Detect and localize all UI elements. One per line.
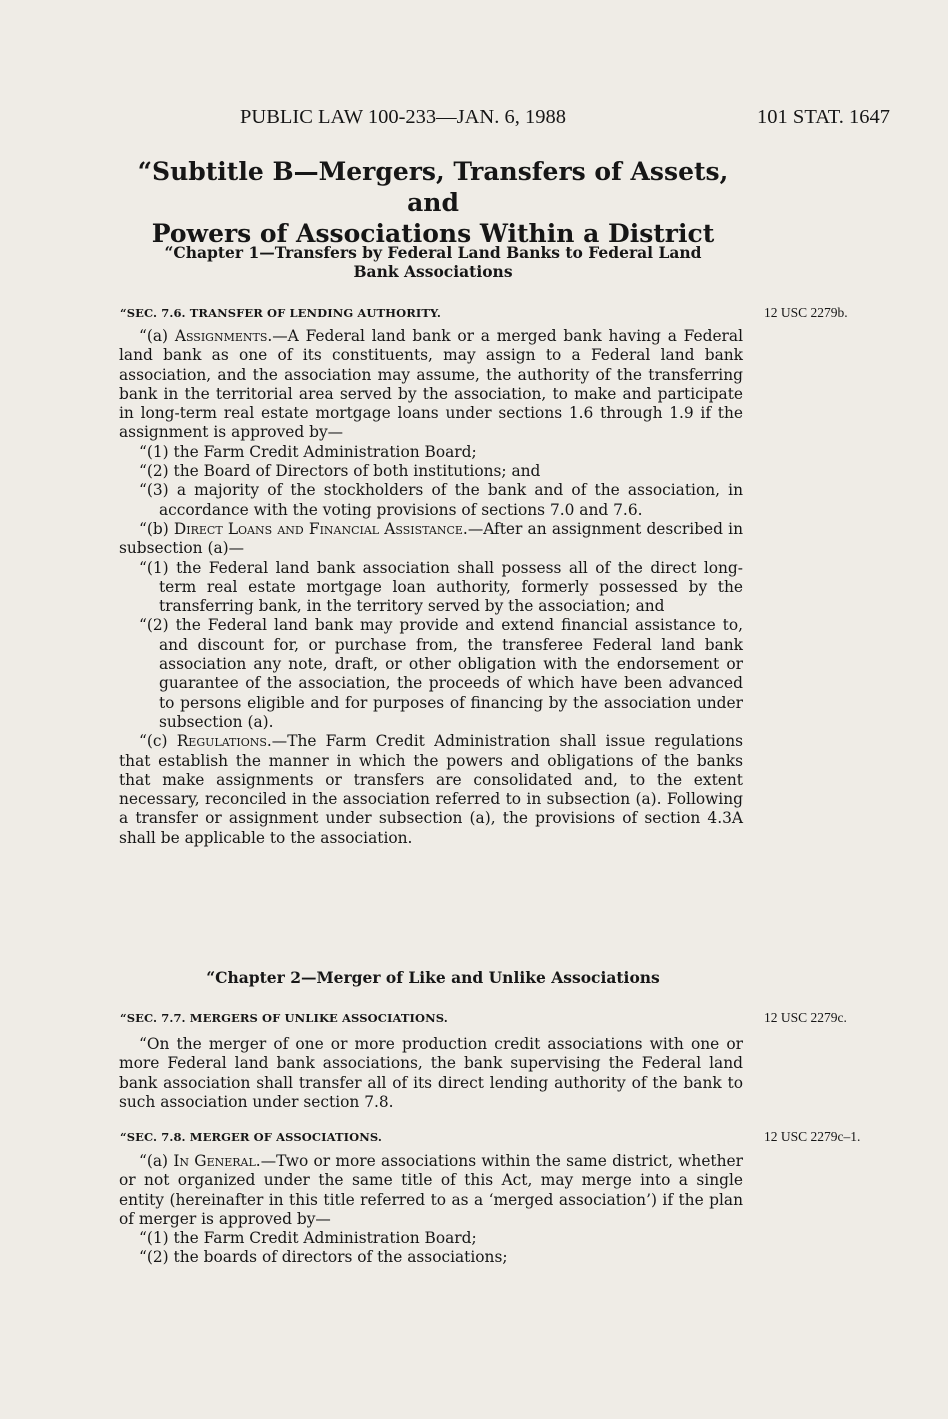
section-7-7-body: [119, 1035, 743, 1112]
subsection-b-text: —After an assignment described in subsection (a)—: [119, 519, 744, 558]
section-7-7-margin-note: 12 USC 2279c.: [764, 1010, 847, 1025]
section-7-8-heading: “SEC. 7.8. MERGER OF ASSOCIATIONS.: [120, 1130, 382, 1144]
subsection-b-paragraph: [119, 520, 743, 559]
subsection-a-item-1: “(1) the Farm Credit Administration Board;: [139, 442, 477, 461]
section-7-6-body: [119, 327, 743, 848]
subtitle-line-2: Powers of Associations Within a District: [151, 219, 715, 248]
subsection-c-caption: Regulations.: [176, 732, 272, 751]
subsection-b-lead: “(b): [139, 519, 174, 538]
chapter-1-heading: [118, 243, 748, 281]
subtitle-heading: [118, 156, 748, 249]
subsection-b-item-2: “(2) the Federal land bank may provide and extend financial assistance to, and discount for, or purchase from, the transferee Federal land bank association any note, draft, or other obligation with the endorsement or guarantee of the association, the proceeds of which have been advanced to persons eligible and for purposes of financing by the association under subsection (a).: [139, 616, 743, 731]
section-7-8-margin-note: 12 USC 2279c–1.: [764, 1129, 861, 1144]
section-7-7-paragraph: “On the merger of one or more production credit associations with one or more Federal land bank associations, the bank supervising the Federal land bank association shall transfer all of its direct lending authority of the bank to such association under section 7.8.: [119, 1035, 743, 1111]
subsection-a-item-3: “(3) a majority of the stockholders of the bank and of the association, in accordance with the voting provisions of sections 7.0 and 7.6.: [139, 481, 743, 519]
section-7-8-a-caption: In General.: [173, 1152, 261, 1170]
subsection-b-caption: Direct Loans and Financial Assistance.: [173, 519, 468, 538]
subsection-c-paragraph: [119, 732, 743, 848]
subsection-b-item-1: “(1) the Federal land bank association shall possess all of the direct long-term real estate mortgage loan authority, formerly possessed by the transferring bank, in the territory served by the association; and: [139, 558, 743, 616]
section-7-8-subsection-a: [119, 1152, 743, 1229]
section-7-7-heading: “SEC. 7.7. MERGERS OF UNLIKE ASSOCIATIONS.: [120, 1011, 448, 1025]
subsection-a-paragraph: [119, 327, 743, 443]
subsection-c-text: —The Farm Credit Administration shall issue regulations that establish the manner in which the powers and obligations of the banks that make assignments or transfers are consolidated and, to the extent necessary, reconciled in the association referred to in subsection (a). Following a transfer or assignment under subsection (a), the provisions of section 4.3A shall be applicable to the association.: [119, 732, 744, 847]
section-7-8-item-1: “(1) the Farm Credit Administration Board;: [139, 1229, 477, 1248]
subsection-a-caption: Assignments.: [174, 327, 273, 345]
subsection-c-lead: “(c): [139, 732, 177, 751]
chapter-1-line-1: “Chapter 1—Transfers by Federal Land Banks to Federal Land: [164, 243, 702, 262]
subsection-a-lead: “(a): [139, 327, 175, 345]
chapter-1-line-2: Bank Associations: [353, 262, 513, 281]
section-7-6-margin-note: 12 USC 2279b.: [764, 305, 848, 320]
chapter-2-heading: “Chapter 2—Merger of Like and Unlike Associations: [206, 968, 660, 987]
subtitle-line-1: “Subtitle B—Mergers, Transfers of Assets, and: [137, 157, 729, 217]
section-7-8-a-text: —Two or more associations within the same district, whether or not organized under the same title of this Act, may merge into a single entity (hereinafter in this title referred to as a ‘merged association’) if the plan of merger is approved by—: [119, 1152, 743, 1228]
section-7-8-body: [119, 1152, 743, 1268]
subsection-a-text: —A Federal land bank or a merged bank having a Federal land bank as one of its constituents, may assign to a Federal land bank association, and the association may assume, the authority of the transferring bank in the territorial area served by the association, to make and participate in long-term real estate mortgage loans under sections 1.6 through 1.9 if the assignment is approved by—: [119, 327, 744, 442]
subsection-a-item-2: “(2) the Board of Directors of both institutions; and: [139, 462, 541, 481]
section-7-8-a-lead: “(a): [139, 1152, 174, 1170]
section-7-8-item-2: “(2) the boards of directors of the associations;: [139, 1248, 508, 1267]
section-7-6-heading: “SEC. 7.6. TRANSFER OF LENDING AUTHORITY.: [120, 306, 441, 320]
statute-page-number: 101 STAT. 1647: [757, 106, 890, 128]
public-law-citation: PUBLIC LAW 100-233—JAN. 6, 1988: [240, 106, 566, 128]
